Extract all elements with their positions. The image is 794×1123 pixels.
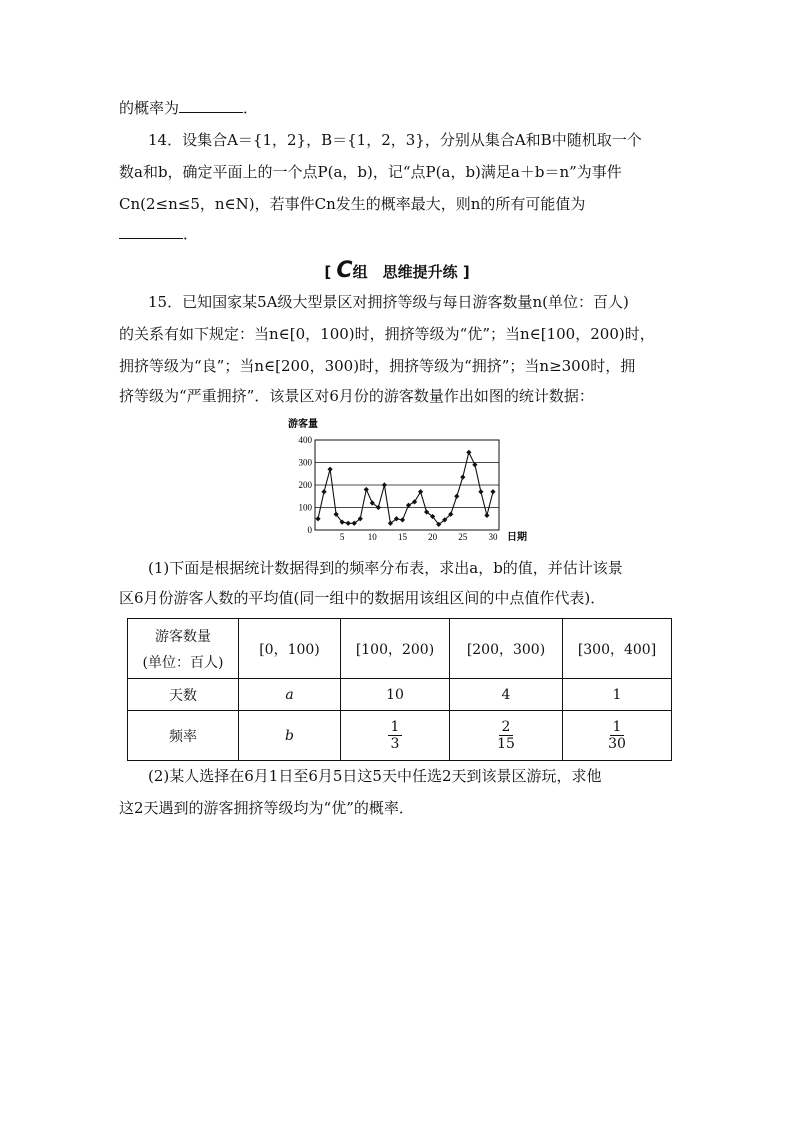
q14-line-4: ． [119, 224, 198, 244]
y-tick-label: 0 [307, 525, 312, 535]
x-tick-label: 20 [428, 532, 438, 542]
section-letter: C [336, 258, 353, 283]
fraction: $\frac{1}{30}$ [608, 719, 626, 752]
visitor-line-chart [288, 412, 538, 542]
q13-tail: 的概率为 ． [119, 99, 259, 117]
data-point [418, 489, 423, 494]
data-point [346, 521, 351, 526]
header-col: [100，200) [341, 619, 450, 679]
x-tick-label: 15 [397, 532, 407, 542]
q15-part2-line-2: 这2天遇到的游客拥挤等级均为“优”的概率． [119, 799, 414, 817]
data-point [364, 487, 369, 492]
cell: 4 [450, 679, 563, 711]
q15-part1-line-2: 区6月份游客人数的平均值(同一组中的数据用该组区间的中点值作代表)． [119, 589, 606, 607]
cell: b [239, 711, 341, 761]
x-tick-label: 30 [488, 532, 498, 542]
q15-line-4: 挤等级为“严重拥挤”．该景区对6月份的游客数量作出如图的统计数据： [119, 387, 594, 405]
data-point [490, 489, 495, 494]
q15-line-2: 的关系有如下规定：当n∈[0，100)时，拥挤等级为“优”；当n∈[100，200)时， [119, 325, 655, 343]
x-tick-label: 10 [367, 532, 377, 542]
table-header-row [128, 619, 672, 679]
header-col: [200，300) [450, 619, 563, 679]
series-line [318, 452, 493, 524]
q15-line-3: 拥挤等级为“良”；当n∈[200，300)时，拥挤等级为“拥挤”；当n≥300时，拥 [119, 357, 636, 375]
row-label: 天数 [128, 679, 239, 711]
fraction: $\frac{2}{15}$ [497, 719, 515, 752]
q15-line-1: 15．已知国家某5A级大型景区对拥挤等级与每日游客数量n(单位：百人) [148, 293, 629, 311]
data-point [478, 489, 483, 494]
q14-line-3: Cn(2≤n≤5，n∈N)，若事件Cn发生的概率最大，则n的所有可能值为 [119, 195, 586, 213]
cell [563, 711, 672, 761]
cell: 10 [341, 679, 450, 711]
data-point [472, 462, 477, 467]
data-point [412, 499, 417, 504]
q15-part1-line-1: (1)下面是根据统计数据得到的频率分布表，求出a，b的值，并估计该景 [148, 559, 623, 577]
y-tick-label: 400 [298, 435, 312, 445]
q14-line-1: 14．设集合A＝{1，2}，B＝{1，2，3}，分别从集合A和B中随机取一个 [148, 131, 642, 149]
data-point [466, 450, 471, 455]
data-point [400, 517, 405, 522]
data-point [327, 467, 332, 472]
data-point [484, 513, 489, 518]
y-axis-label: 游客量 [288, 419, 318, 430]
row-label: 频率 [128, 711, 239, 761]
cell [341, 711, 450, 761]
data-point [460, 475, 465, 480]
fraction: $\frac{1}{3}$ [388, 719, 403, 752]
y-tick-label: 200 [298, 480, 312, 490]
data-point [315, 516, 320, 521]
header-col: [300，400] [563, 619, 672, 679]
header-col: [0，100) [239, 619, 341, 679]
table-row-frequency [128, 711, 672, 761]
answer-blank [119, 224, 183, 239]
x-tick-label: 25 [458, 532, 468, 542]
cell: 1 [563, 679, 672, 711]
frequency-table [127, 618, 672, 761]
q14-line-2: 数a和b，确定平面上的一个点P(a，b)，记“点P(a，b)满足a＋b＝n”为事件 [119, 163, 622, 181]
table-row-days [128, 679, 672, 711]
q15-part2-line-1: (2)某人选择在6月1日至6月5日这5天中任选2天到该景区游玩，求他 [148, 767, 602, 785]
cell: a [239, 679, 341, 711]
data-point [454, 494, 459, 499]
section-heading: [ C组 思维提升练 ] [324, 258, 470, 283]
y-tick-label: 100 [298, 502, 312, 513]
x-axis-label: 日期 [507, 532, 527, 542]
header-label-cell: 游客数量 (单位：百人) [128, 619, 239, 679]
data-point [406, 503, 411, 508]
cell [450, 711, 563, 761]
y-tick-label: 300 [298, 457, 312, 468]
data-point [321, 489, 326, 494]
x-tick-label: 5 [339, 532, 345, 542]
answer-blank [179, 98, 243, 113]
data-point [382, 482, 387, 487]
